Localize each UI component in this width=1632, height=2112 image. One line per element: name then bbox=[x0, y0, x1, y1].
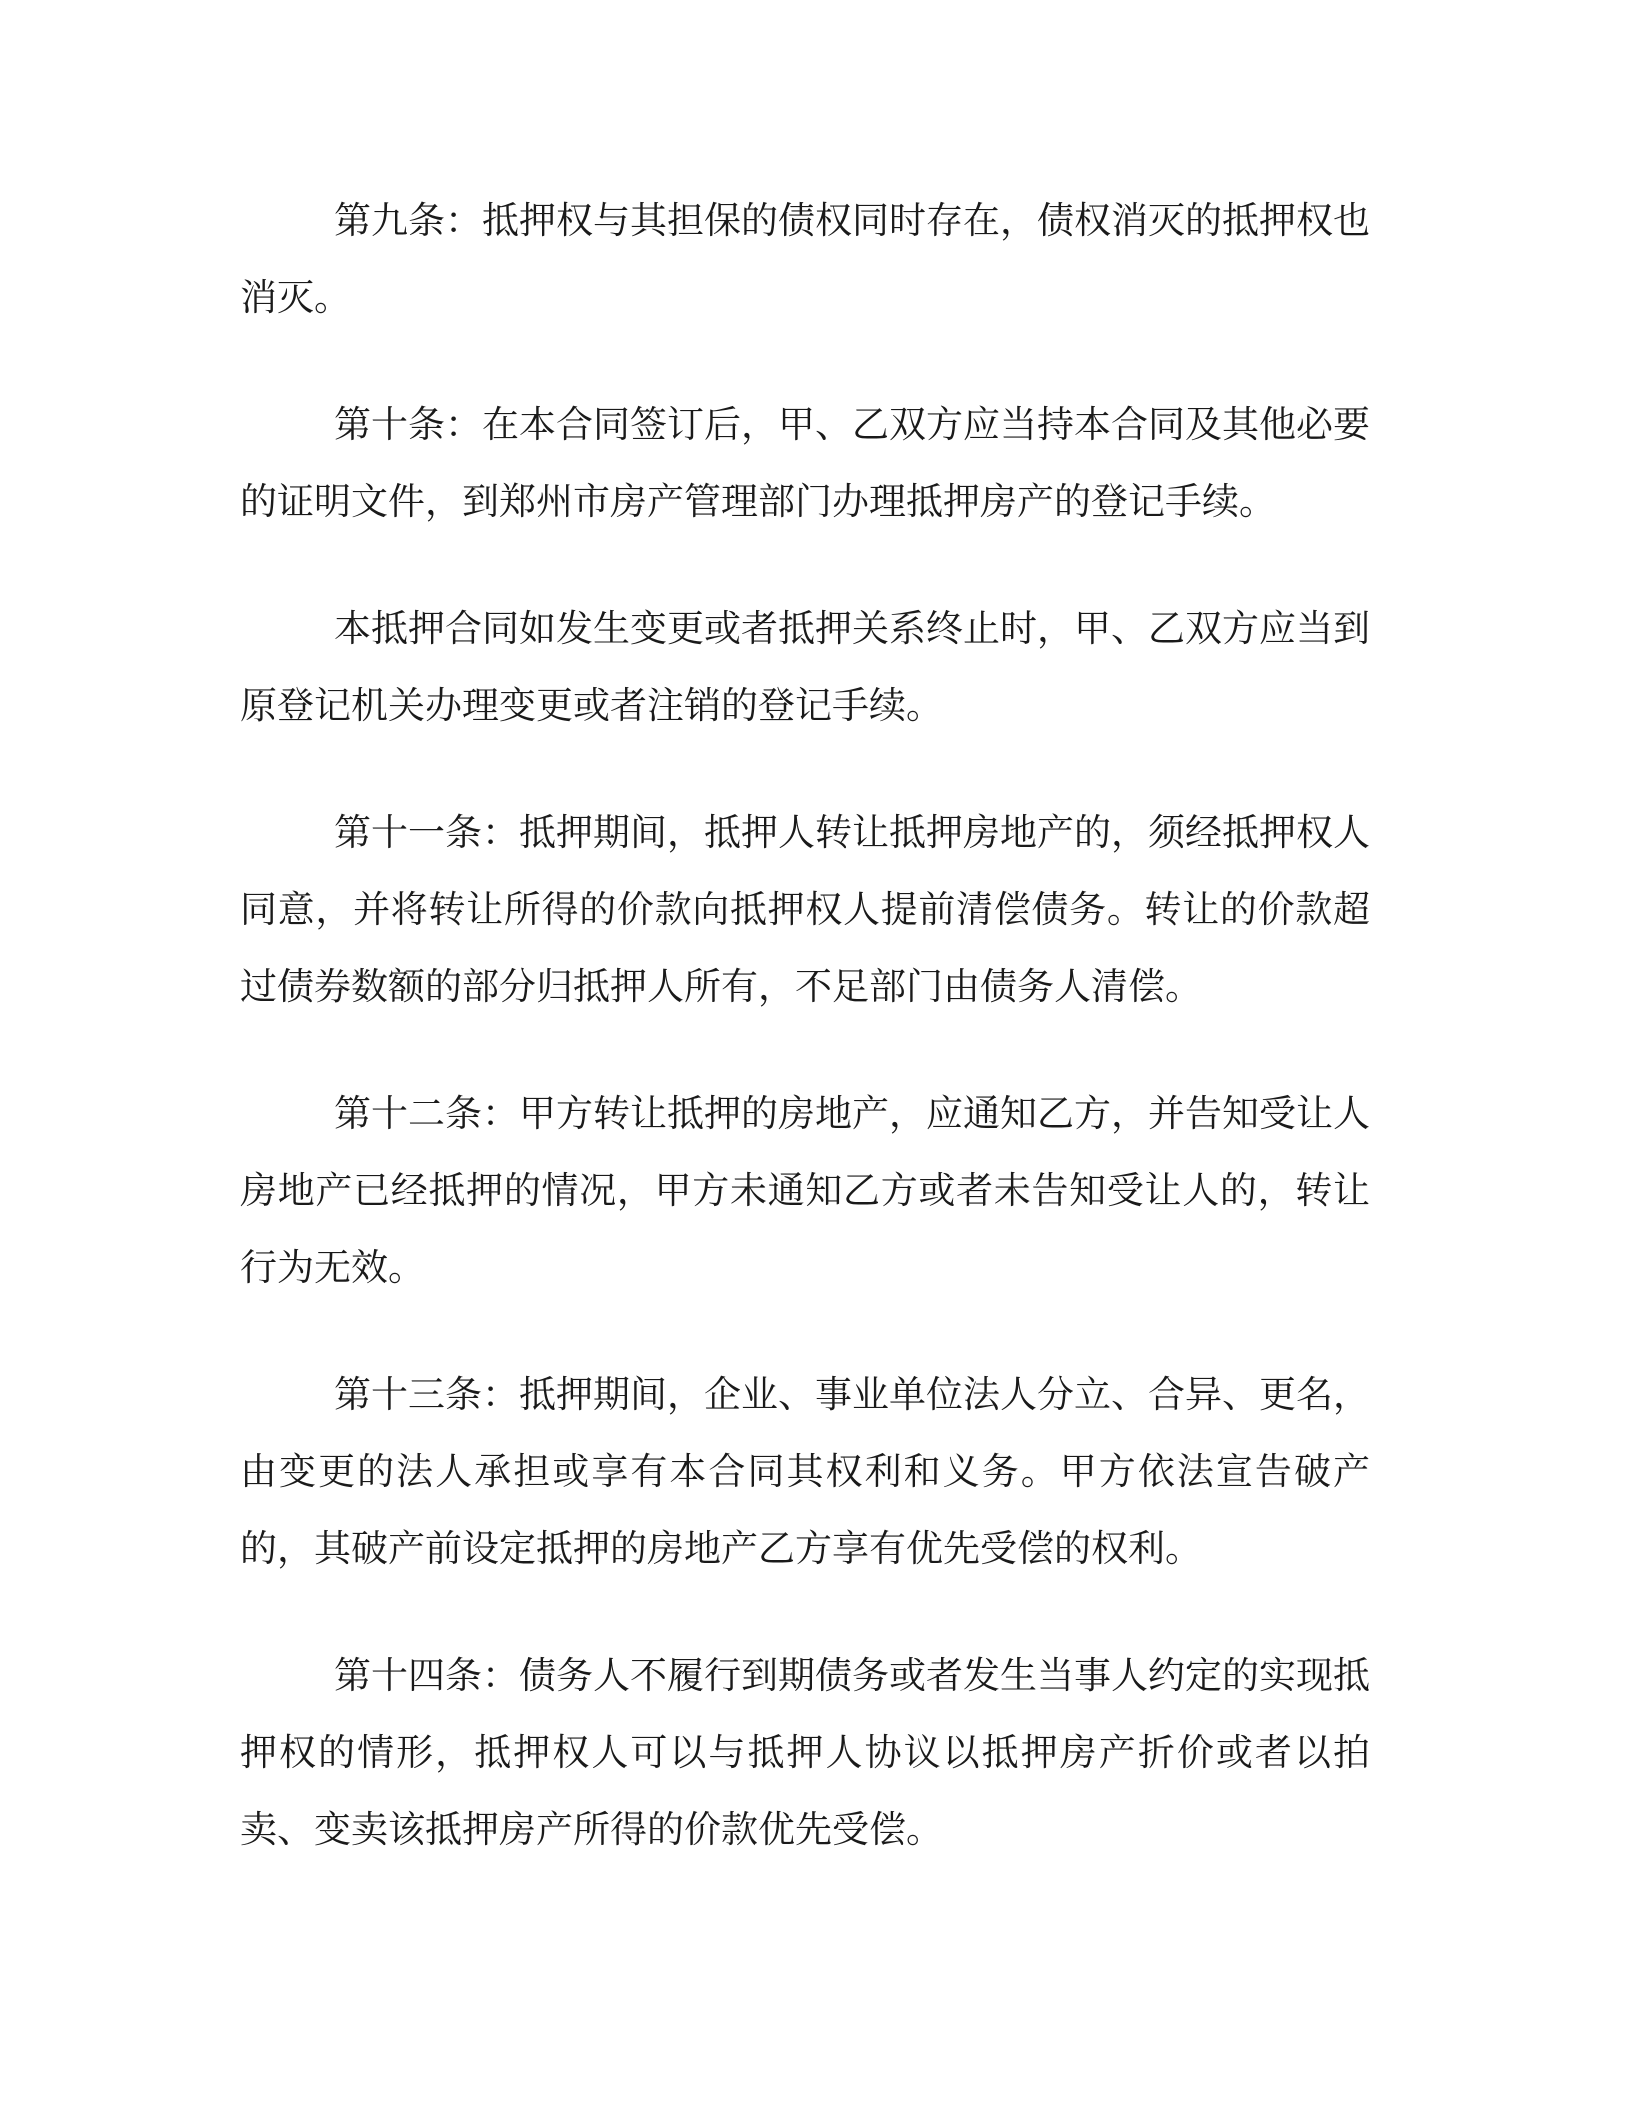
article-10-supplement-paragraph: 本抵押合同如发生变更或者抵押关系终止时，甲、乙双方应当到原登记机关办理变更或者注销的登记手续。 bbox=[240, 607, 1370, 727]
article-9-paragraph: 第九条：抵押权与其担保的债权同时存在，债权消灭的抵押权也消灭。 bbox=[240, 199, 1370, 319]
article-11-paragraph: 第十一条：抵押期间，抵押人转让抵押房地产的，须经抵押权人同意，并将转让所得的价款向抵押权人提前清偿债务。转让的价款超过债券数额的部分归抵押人所有，不足部门由债务人清偿。 bbox=[240, 811, 1370, 1008]
article-12-paragraph: 第十二条：甲方转让抵押的房地产，应通知乙方，并告知受让人房地产已经抵押的情况，甲方未通知乙方或者未告知受让人的，转让行为无效。 bbox=[240, 1092, 1370, 1289]
article-13-paragraph: 第十三条：抵押期间，企业、事业单位法人分立、合异、更名，由变更的法人承担或享有本合同其权利和义务。甲方依法宣告破产的，其破产前设定抵押的房地产乙方享有优先受偿的权利。 bbox=[240, 1373, 1370, 1570]
article-14-paragraph: 第十四条：债务人不履行到期债务或者发生当事人约定的实现抵押权的情形，抵押权人可以与抵押人协议以抵押房产折价或者以拍卖、变卖该抵押房产所得的价款优先受偿。 bbox=[240, 1654, 1370, 1851]
article-10-paragraph: 第十条：在本合同签订后，甲、乙双方应当持本合同及其他必要的证明文件，到郑州市房产管理部门办理抵押房产的登记手续。 bbox=[240, 403, 1370, 523]
document-body bbox=[240, 182, 1370, 1868]
